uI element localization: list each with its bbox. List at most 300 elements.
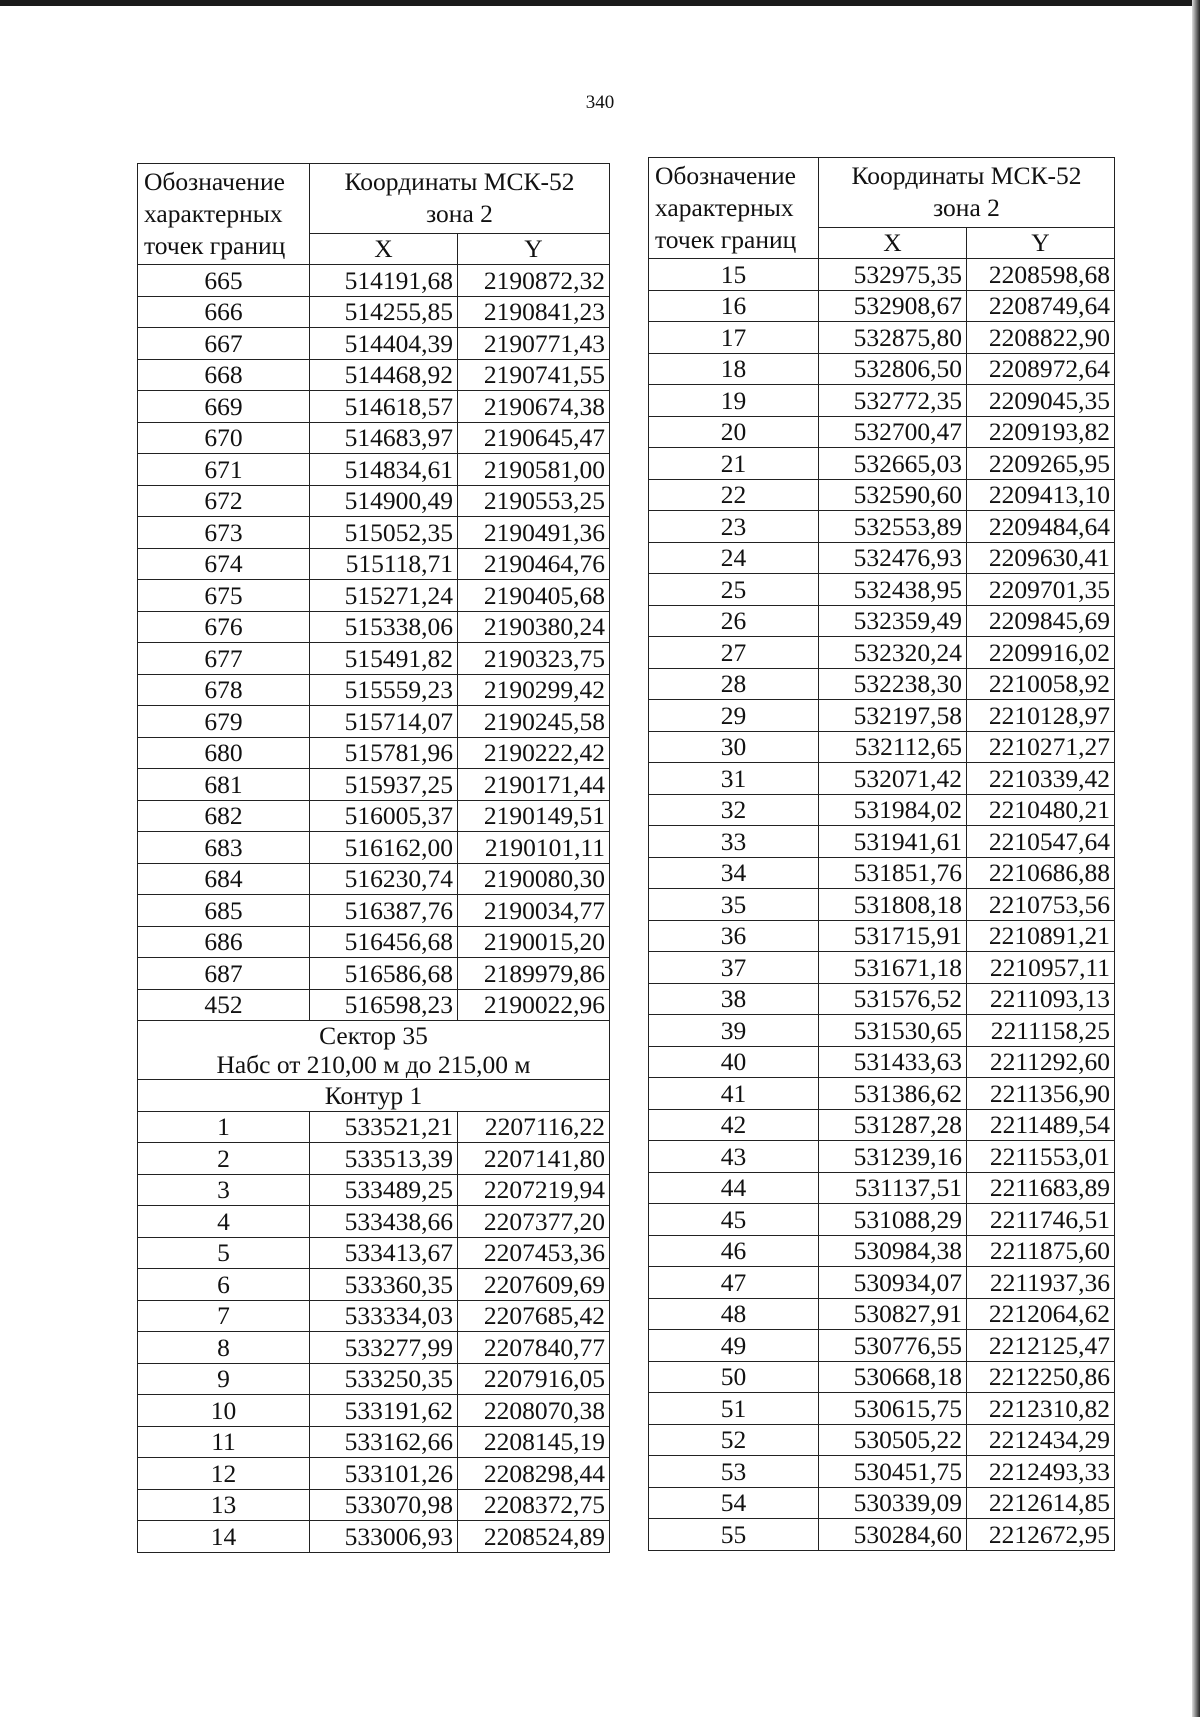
point-id-cell: 687 [138,958,310,990]
y-coordinate-cell: 2190674,38 [458,391,610,423]
table-row [649,259,1115,291]
point-id-cell: 669 [138,391,310,423]
table-row [138,454,610,486]
y-coordinate-cell: 2211683,89 [967,1172,1115,1204]
point-id-cell: 672 [138,485,310,517]
point-id-cell: 18 [649,353,819,385]
header-x: X [310,233,458,265]
y-coordinate-cell: 2190741,55 [458,359,610,391]
table-row [138,611,610,643]
x-coordinate-cell: 515559,23 [310,674,458,706]
header-coordinates [819,158,1115,228]
y-coordinate-cell: 2211875,60 [967,1235,1115,1267]
point-id-cell: 3 [138,1174,310,1206]
table-row [649,826,1115,858]
header-coords-line: Координаты МСК-52 [344,167,575,196]
x-coordinate-cell: 532908,67 [819,290,967,322]
point-id-cell: 20 [649,416,819,448]
table-row [138,1143,610,1175]
table-row [138,1521,610,1553]
y-coordinate-cell: 2210339,42 [967,763,1115,795]
y-coordinate-cell: 2190034,77 [458,895,610,927]
y-coordinate-cell: 2207609,69 [458,1269,610,1301]
y-coordinate-cell: 2190299,42 [458,674,610,706]
x-coordinate-cell: 532359,49 [819,605,967,637]
y-coordinate-cell: 2210891,21 [967,920,1115,952]
x-coordinate-cell: 514191,68 [310,265,458,297]
left-rows-part2 [138,1111,610,1552]
y-coordinate-cell: 2212250,86 [967,1361,1115,1393]
header-coordinates [310,164,610,234]
table-row [138,359,610,391]
y-coordinate-cell: 2211937,36 [967,1267,1115,1299]
x-coordinate-cell: 531941,61 [819,826,967,858]
y-coordinate-cell: 2207453,36 [458,1237,610,1269]
table-row [649,637,1115,669]
table-row [138,1458,610,1490]
y-coordinate-cell: 2207377,20 [458,1206,610,1238]
table-row [649,1109,1115,1141]
x-coordinate-cell: 533250,35 [310,1363,458,1395]
y-coordinate-cell: 2190872,32 [458,265,610,297]
table-row [649,1519,1115,1551]
point-id-cell: 676 [138,611,310,643]
table-row [138,1395,610,1427]
y-coordinate-cell: 2209045,35 [967,385,1115,417]
x-coordinate-cell: 515781,96 [310,737,458,769]
point-id-cell: 4 [138,1206,310,1238]
table-row [649,479,1115,511]
x-coordinate-cell: 514468,92 [310,359,458,391]
point-id-cell: 45 [649,1204,819,1236]
y-coordinate-cell: 2211553,01 [967,1141,1115,1173]
table-row [649,1361,1115,1393]
y-coordinate-cell: 2208372,75 [458,1489,610,1521]
x-coordinate-cell: 531851,76 [819,857,967,889]
point-id-cell: 47 [649,1267,819,1299]
x-coordinate-cell: 530339,09 [819,1487,967,1519]
scan-border-right [1192,0,1200,1717]
y-coordinate-cell: 2212672,95 [967,1519,1115,1551]
y-coordinate-cell: 2208524,89 [458,1521,610,1553]
x-coordinate-cell: 533438,66 [310,1206,458,1238]
table-row [649,1046,1115,1078]
table-row [138,1300,610,1332]
point-id-cell: 25 [649,574,819,606]
y-coordinate-cell: 2211489,54 [967,1109,1115,1141]
table-row [649,1330,1115,1362]
table-row [138,706,610,738]
header-point-line: характерных [655,193,794,222]
y-coordinate-cell: 2212064,62 [967,1298,1115,1330]
y-coordinate-cell: 2208145,19 [458,1426,610,1458]
x-coordinate-cell: 515052,35 [310,517,458,549]
point-id-cell: 22 [649,479,819,511]
y-coordinate-cell: 2211093,13 [967,983,1115,1015]
table-row [649,1235,1115,1267]
table-row [138,485,610,517]
x-coordinate-cell: 532071,42 [819,763,967,795]
x-coordinate-cell: 532590,60 [819,479,967,511]
point-id-cell: 680 [138,737,310,769]
table-row [649,952,1115,984]
x-coordinate-cell: 530984,38 [819,1235,967,1267]
point-id-cell: 685 [138,895,310,927]
table-row [649,290,1115,322]
right-rows [649,259,1115,1551]
table-row [138,517,610,549]
sector-cell [138,1021,610,1080]
y-coordinate-cell: 2208749,64 [967,290,1115,322]
y-coordinate-cell: 2190222,42 [458,737,610,769]
point-id-cell: 40 [649,1046,819,1078]
x-coordinate-cell: 516456,68 [310,926,458,958]
table-row [649,1456,1115,1488]
table-header-row [649,158,1115,228]
x-coordinate-cell: 533277,99 [310,1332,458,1364]
point-id-cell: 679 [138,706,310,738]
point-id-cell: 23 [649,511,819,543]
point-id-cell: 32 [649,794,819,826]
header-point-line: характерных [144,199,283,228]
table-row [649,700,1115,732]
x-coordinate-cell: 531576,52 [819,983,967,1015]
y-coordinate-cell: 2211746,51 [967,1204,1115,1236]
x-coordinate-cell: 515271,24 [310,580,458,612]
table-row [138,580,610,612]
x-coordinate-cell: 533101,26 [310,1458,458,1490]
y-coordinate-cell: 2209413,10 [967,479,1115,511]
point-id-cell: 665 [138,265,310,297]
x-coordinate-cell: 533521,21 [310,1111,458,1143]
x-coordinate-cell: 530934,07 [819,1267,967,1299]
point-id-cell: 668 [138,359,310,391]
table-row [649,983,1115,1015]
point-id-cell: 14 [138,1521,310,1553]
point-id-cell: 50 [649,1361,819,1393]
x-coordinate-cell: 530284,60 [819,1519,967,1551]
x-coordinate-cell: 530615,75 [819,1393,967,1425]
sector-title: Сектор 35 [319,1021,428,1050]
x-coordinate-cell: 532197,58 [819,700,967,732]
y-coordinate-cell: 2208822,90 [967,322,1115,354]
y-coordinate-cell: 2190464,76 [458,548,610,580]
point-id-cell: 28 [649,668,819,700]
x-coordinate-cell: 532806,50 [819,353,967,385]
x-coordinate-cell: 531386,62 [819,1078,967,1110]
x-coordinate-cell: 533006,93 [310,1521,458,1553]
x-coordinate-cell: 516230,74 [310,863,458,895]
table-row [138,296,610,328]
header-x: X [819,227,967,259]
header-coords-line: Координаты МСК-52 [851,161,1082,190]
x-coordinate-cell: 530827,91 [819,1298,967,1330]
table-row [649,857,1115,889]
y-coordinate-cell: 2190491,36 [458,517,610,549]
contour-title: Контур 1 [138,1080,610,1112]
table-row [138,769,610,801]
table-row [649,1204,1115,1236]
x-coordinate-cell: 514900,49 [310,485,458,517]
y-coordinate-cell: 2212125,47 [967,1330,1115,1362]
point-id-cell: 30 [649,731,819,763]
point-id-cell: 43 [649,1141,819,1173]
point-id-cell: 666 [138,296,310,328]
table-row [138,328,610,360]
y-coordinate-cell: 2208298,44 [458,1458,610,1490]
y-coordinate-cell: 2190380,24 [458,611,610,643]
point-id-cell: 53 [649,1456,819,1488]
point-id-cell: 38 [649,983,819,1015]
x-coordinate-cell: 531808,18 [819,889,967,921]
header-point-line: Обозначение [144,167,285,196]
point-id-cell: 675 [138,580,310,612]
point-id-cell: 31 [649,763,819,795]
table-row [138,1111,610,1143]
x-coordinate-cell: 532665,03 [819,448,967,480]
x-coordinate-cell: 533360,35 [310,1269,458,1301]
x-coordinate-cell: 533413,67 [310,1237,458,1269]
x-coordinate-cell: 532112,65 [819,731,967,763]
y-coordinate-cell: 2190101,11 [458,832,610,864]
scan-border-top [0,0,1200,6]
y-coordinate-cell: 2210058,92 [967,668,1115,700]
point-id-cell: 682 [138,800,310,832]
y-coordinate-cell: 2209630,41 [967,542,1115,574]
y-coordinate-cell: 2210547,64 [967,826,1115,858]
page-number: 340 [585,92,615,113]
point-id-cell: 9 [138,1363,310,1395]
coordinates-table-right [648,157,1115,1551]
point-id-cell: 24 [649,542,819,574]
point-id-cell: 39 [649,1015,819,1047]
table-row [138,1332,610,1364]
point-id-cell: 29 [649,700,819,732]
point-id-cell: 686 [138,926,310,958]
y-coordinate-cell: 2209845,69 [967,605,1115,637]
x-coordinate-cell: 531671,18 [819,952,967,984]
x-coordinate-cell: 530451,75 [819,1456,967,1488]
point-id-cell: 1 [138,1111,310,1143]
point-id-cell: 2 [138,1143,310,1175]
y-coordinate-cell: 2212310,82 [967,1393,1115,1425]
table-row [138,674,610,706]
x-coordinate-cell: 532238,30 [819,668,967,700]
point-id-cell: 674 [138,548,310,580]
point-id-cell: 7 [138,1300,310,1332]
x-coordinate-cell: 531715,91 [819,920,967,952]
x-coordinate-cell: 516598,23 [310,989,458,1021]
table-row [649,1298,1115,1330]
x-coordinate-cell: 533070,98 [310,1489,458,1521]
table-row [138,1489,610,1521]
point-id-cell: 17 [649,322,819,354]
point-id-cell: 37 [649,952,819,984]
x-coordinate-cell: 531088,29 [819,1204,967,1236]
point-id-cell: 34 [649,857,819,889]
point-id-cell: 670 [138,422,310,454]
table-header-row [138,164,610,234]
table-row [649,1172,1115,1204]
point-id-cell: 27 [649,637,819,669]
x-coordinate-cell: 531239,16 [819,1141,967,1173]
header-point-line: точек границ [144,231,286,260]
point-id-cell: 15 [649,259,819,291]
x-coordinate-cell: 532320,24 [819,637,967,669]
y-coordinate-cell: 2208598,68 [967,259,1115,291]
x-coordinate-cell: 514404,39 [310,328,458,360]
table-row [649,322,1115,354]
point-id-cell: 10 [138,1395,310,1427]
x-coordinate-cell: 530668,18 [819,1361,967,1393]
table-row [138,643,610,675]
point-id-cell: 52 [649,1424,819,1456]
point-id-cell: 16 [649,290,819,322]
x-coordinate-cell: 516586,68 [310,958,458,990]
table-row [649,1424,1115,1456]
point-id-cell: 12 [138,1458,310,1490]
table-row [649,1015,1115,1047]
point-id-cell: 677 [138,643,310,675]
x-coordinate-cell: 531530,65 [819,1015,967,1047]
table-row [138,1269,610,1301]
y-coordinate-cell: 2190581,00 [458,454,610,486]
y-coordinate-cell: 2209701,35 [967,574,1115,606]
sector-height-range: Набс от 210,00 м до 215,00 м [216,1050,531,1079]
x-coordinate-cell: 514618,57 [310,391,458,423]
header-y: Y [967,227,1115,259]
point-id-cell: 41 [649,1078,819,1110]
table-row [138,737,610,769]
point-id-cell: 55 [649,1519,819,1551]
point-id-cell: 26 [649,605,819,637]
y-coordinate-cell: 2190171,44 [458,769,610,801]
y-coordinate-cell: 2210271,27 [967,731,1115,763]
table-row [138,832,610,864]
sector-row [138,1021,610,1080]
header-point-designation [138,164,310,265]
table-row [138,422,610,454]
table-row [649,920,1115,952]
x-coordinate-cell: 532875,80 [819,322,967,354]
point-id-cell: 6 [138,1269,310,1301]
x-coordinate-cell: 530776,55 [819,1330,967,1362]
x-coordinate-cell: 514834,61 [310,454,458,486]
point-id-cell: 678 [138,674,310,706]
table-row [649,353,1115,385]
table-row [649,511,1115,543]
table-row [138,895,610,927]
x-coordinate-cell: 516005,37 [310,800,458,832]
point-id-cell: 35 [649,889,819,921]
y-coordinate-cell: 2212434,29 [967,1424,1115,1456]
table-row [138,926,610,958]
x-coordinate-cell: 531433,63 [819,1046,967,1078]
point-id-cell: 8 [138,1332,310,1364]
x-coordinate-cell: 533334,03 [310,1300,458,1332]
header-point-line: Обозначение [655,161,796,190]
table-row [649,1141,1115,1173]
table-row [649,1487,1115,1519]
y-coordinate-cell: 2211292,60 [967,1046,1115,1078]
point-id-cell: 5 [138,1237,310,1269]
table-row [649,605,1115,637]
y-coordinate-cell: 2209484,64 [967,511,1115,543]
y-coordinate-cell: 2211158,25 [967,1015,1115,1047]
x-coordinate-cell: 531137,51 [819,1172,967,1204]
coordinates-table-left [137,163,610,1553]
table-row [649,574,1115,606]
y-coordinate-cell: 2190149,51 [458,800,610,832]
x-coordinate-cell: 530505,22 [819,1424,967,1456]
x-coordinate-cell: 516387,76 [310,895,458,927]
y-coordinate-cell: 2209916,02 [967,637,1115,669]
y-coordinate-cell: 2190645,47 [458,422,610,454]
y-coordinate-cell: 2209265,95 [967,448,1115,480]
x-coordinate-cell: 533191,62 [310,1395,458,1427]
point-id-cell: 54 [649,1487,819,1519]
point-id-cell: 49 [649,1330,819,1362]
y-coordinate-cell: 2190553,25 [458,485,610,517]
x-coordinate-cell: 515338,06 [310,611,458,643]
point-id-cell: 19 [649,385,819,417]
table-row [649,1078,1115,1110]
point-id-cell: 48 [649,1298,819,1330]
x-coordinate-cell: 516162,00 [310,832,458,864]
point-id-cell: 684 [138,863,310,895]
point-id-cell: 681 [138,769,310,801]
point-id-cell: 51 [649,1393,819,1425]
y-coordinate-cell: 2190022,96 [458,989,610,1021]
point-id-cell: 683 [138,832,310,864]
table-row [138,1174,610,1206]
table-row [138,1363,610,1395]
x-coordinate-cell: 532975,35 [819,259,967,291]
table-row [138,989,610,1021]
point-id-cell: 673 [138,517,310,549]
contour-row [138,1080,610,1112]
table-row [649,542,1115,574]
table-row [649,416,1115,448]
x-coordinate-cell: 514255,85 [310,296,458,328]
y-coordinate-cell: 2207219,94 [458,1174,610,1206]
y-coordinate-cell: 2190771,43 [458,328,610,360]
point-id-cell: 46 [649,1235,819,1267]
y-coordinate-cell: 2190245,58 [458,706,610,738]
point-id-cell: 36 [649,920,819,952]
x-coordinate-cell: 532438,95 [819,574,967,606]
point-id-cell: 44 [649,1172,819,1204]
table-row [138,1237,610,1269]
y-coordinate-cell: 2189979,86 [458,958,610,990]
table-row [649,889,1115,921]
table-row [138,1426,610,1458]
x-coordinate-cell: 531984,02 [819,794,967,826]
y-coordinate-cell: 2212614,85 [967,1487,1115,1519]
point-id-cell: 452 [138,989,310,1021]
y-coordinate-cell: 2190841,23 [458,296,610,328]
y-coordinate-cell: 2209193,82 [967,416,1115,448]
header-coords-line: зона 2 [933,193,1000,222]
y-coordinate-cell: 2190080,30 [458,863,610,895]
point-id-cell: 11 [138,1426,310,1458]
y-coordinate-cell: 2210957,11 [967,952,1115,984]
y-coordinate-cell: 2207141,80 [458,1143,610,1175]
table-row [138,391,610,423]
y-coordinate-cell: 2210128,97 [967,700,1115,732]
y-coordinate-cell: 2190015,20 [458,926,610,958]
table-row [649,385,1115,417]
